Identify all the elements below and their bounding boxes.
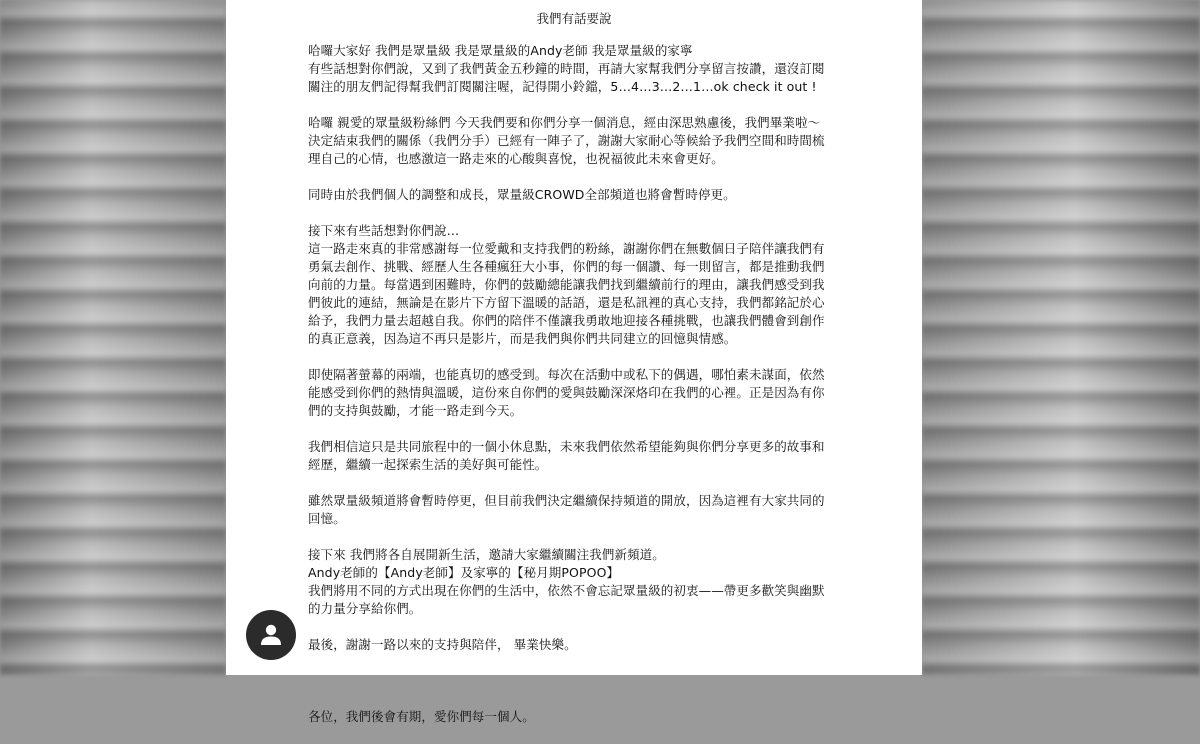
text-line: 理自己的心情，也感激這一路走來的心酸與喜悅，也祝福彼此未來會更好。	[308, 151, 724, 166]
text-line: 雖然眾量級頻道將會暫時停更，但目前我們決定繼續保持頻道的開放，因為這裡有大家共同的	[308, 493, 825, 508]
paragraph	[308, 636, 848, 654]
text-line: 有些話想對你們說，又到了我們黃金五秒鐘的時間，再請大家幫我們分享留言按讚，還沒訂閱	[308, 61, 825, 76]
page-title: 我們有話要說	[536, 11, 612, 26]
text-line: 給予，我們力量去超越自我。你們的陪伴不僅讓我勇敢地迎接各種挑戰，也讓我們體會到創作	[308, 313, 825, 328]
paragraph	[308, 708, 848, 726]
blurred-background-left	[0, 0, 226, 675]
text-line: 勇氣去創作、挑戰、經歷人生各種瘋狂大小事，你們的每一個讚、每一則留言，都是推動我們	[308, 259, 825, 274]
paragraph	[308, 114, 848, 168]
paragraph	[308, 366, 848, 420]
text-line: Andy老師的【Andy老師】及家寧的【秘月期POPOO】	[308, 565, 620, 580]
text-line	[308, 672, 848, 690]
blurred-background-right	[922, 0, 1200, 675]
paragraph	[308, 546, 848, 618]
paragraph	[308, 492, 848, 528]
paragraph	[308, 672, 848, 690]
text-line: 向前的力量。每當遇到困難時，你們的鼓勵總能讓我們找到繼續前行的理由，讓我們感受到我	[308, 277, 825, 292]
paragraph	[308, 222, 848, 348]
text-line: 哈囉大家好 我們是眾量級 我是眾量級的Andy老師 我是眾量級的家寧	[308, 43, 693, 58]
paragraph	[308, 186, 848, 204]
text-line: 我們將用不同的方式出現在你們的生活中，依然不會忘記眾量級的初衷——帶更多歡笑與幽默	[308, 583, 825, 598]
text-line: 回憶。	[308, 511, 346, 526]
text-line: 最後，謝謝一路以來的支持與陪伴， 畢業快樂。	[308, 637, 577, 652]
text-line: 哈囉 親愛的眾量級粉絲們 今天我們要和你們分享一個消息，經由深思熟慮後，我們畢業啦～	[308, 115, 821, 130]
text-line: 接下來有些話想對你們說…	[308, 223, 460, 238]
text-line: 我們相信這只是共同旅程中的一個小休息點，未來我們依然希望能夠與你們分享更多的故事和	[308, 439, 825, 454]
text-line: 們彼此的連結，無論是在影片下方留下溫暖的話語，還是私訊裡的真心支持，我們都銘記於心	[308, 295, 825, 310]
text-line: 同時由於我們個人的調整和成長，眾量級CROWD全部頻道也將會暫時停更。	[308, 187, 736, 202]
text-line: 這一路走來真的非常感謝每一位愛戴和支持我們的粉絲，謝謝你們在無數個日子陪伴讓我們有	[308, 241, 825, 256]
text-line: 決定結束我們的關係（我們分手）已經有一陣子了，謝謝大家耐心等候給予我們空間和時間梳	[308, 133, 825, 148]
announcement-body	[308, 42, 848, 744]
text-line: 的真正意義，因為這不再只是影片，而是我們與你們共同建立的回憶與情感。	[308, 331, 737, 346]
announcement-page	[226, 0, 922, 724]
text-line: 的力量分享給你們。	[308, 601, 422, 616]
text-line: 接下來 我們將各自展開新生活，邀請大家繼續關注我們新頻道。	[308, 547, 665, 562]
paragraph	[308, 438, 848, 474]
text-line: 即使隔著螢幕的兩端，也能真切的感受到。每次在活動中或私下的偶遇，哪怕素未謀面，依然	[308, 367, 825, 382]
paragraph	[308, 42, 848, 96]
text-line: 經歷，繼續一起探索生活的美好與可能性。	[308, 457, 548, 472]
text-line: 們的支持與鼓勵，才能一路走到今天。	[308, 403, 523, 418]
user-silhouette-icon	[258, 622, 284, 648]
text-line: 關注的朋友們記得幫我們訂閱關注喔，記得開小鈴鐺，5…4…3…2…1…ok check it out !	[308, 79, 817, 94]
text-line: 各位，我們後會有期，愛你們每一個人。	[308, 709, 535, 724]
text-line: 能感受到你們的熱情與溫暖，這份來自你們的愛與鼓勵深深烙印在我們的心裡。正是因為有你	[308, 385, 825, 400]
avatar[interactable]	[246, 610, 296, 660]
